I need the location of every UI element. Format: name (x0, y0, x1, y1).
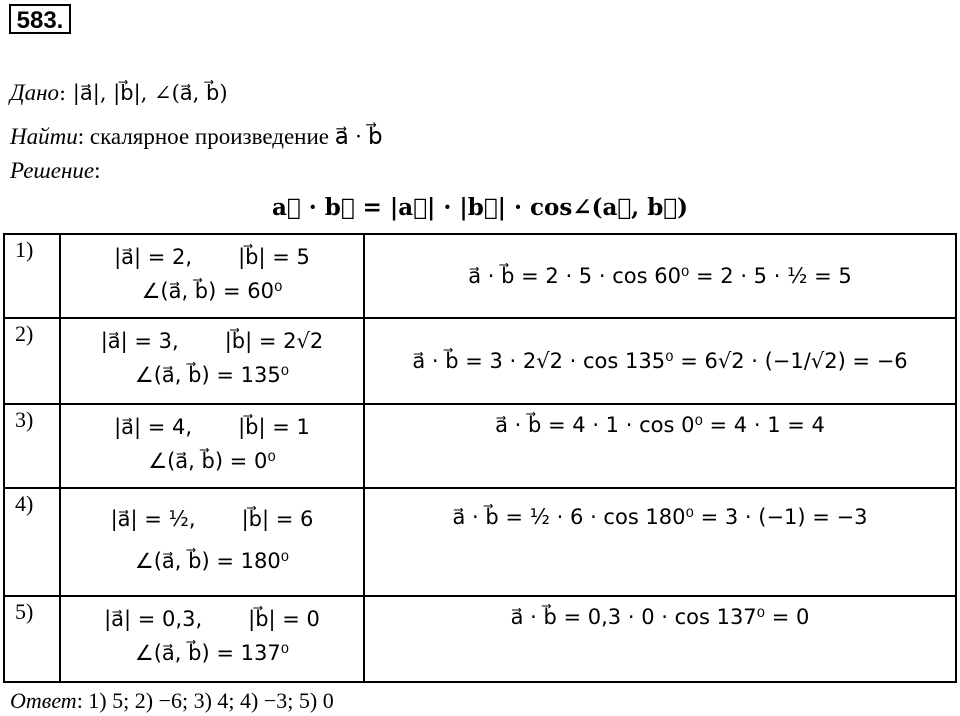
given-line (10, 80, 228, 106)
table-row (4, 596, 956, 682)
calc-text: a⃗ · b⃗ = ½ · 6 · cos 180⁰ = 3 · (−1) = −3 (452, 505, 868, 529)
b-length: |b⃗| = 6 (241, 507, 314, 531)
angle-value: ∠(a⃗, b⃗) = 135⁰ (134, 363, 290, 387)
given-text: : |a⃗|, |b⃗|, ∠(a⃗, b⃗) (59, 81, 228, 105)
angle-value: ∠(a⃗, b⃗) = 0⁰ (148, 449, 276, 473)
b-length: |b⃗| = 0 (248, 607, 320, 631)
b-length: |b⃗| = 1 (238, 415, 310, 439)
calc-text: a⃗ · b⃗ = 3 · 2√2 · cos 135⁰ = 6√2 · (−1/√2) = −6 (412, 349, 908, 373)
row-calc (364, 404, 956, 488)
a-length: |a⃗| = 0,3, (104, 607, 203, 631)
row-calc (364, 234, 956, 318)
row-given (60, 596, 364, 682)
angle-value: ∠(a⃗, b⃗) = 180⁰ (134, 549, 290, 573)
row-index: 5) (4, 596, 60, 682)
row-index: 2) (4, 318, 60, 404)
table-row (4, 488, 956, 596)
table-row (4, 318, 956, 404)
find-label: Найти (10, 124, 78, 149)
answer-text: : 1) 5; 2) −6; 3) 4; 4) −3; 5) 0 (76, 688, 334, 713)
table-row (4, 234, 956, 318)
solution-colon: : (94, 158, 101, 183)
row-index: 1) (4, 234, 60, 318)
problem-number: 583. (9, 4, 71, 34)
answer-line (10, 688, 334, 714)
angle-value: ∠(a⃗, b⃗) = 137⁰ (134, 641, 290, 665)
row-calc (364, 318, 956, 404)
main-formula: a⃗ · b⃗ = |a⃗| · |b⃗| · cos∠(a⃗, b⃗) (272, 194, 688, 221)
a-length: |a⃗| = 3, (100, 329, 179, 353)
answer-label: Ответ (10, 688, 77, 713)
a-length: |a⃗| = 4, (114, 415, 193, 439)
row-given (60, 404, 364, 488)
calc-text: a⃗ · b⃗ = 0,3 · 0 · cos 137⁰ = 0 (510, 605, 810, 629)
row-index: 4) (4, 488, 60, 596)
b-length: |b⃗| = 5 (238, 245, 310, 269)
row-given (60, 488, 364, 596)
row-given (60, 318, 364, 404)
solution-label: Решение (10, 158, 95, 183)
calc-text: a⃗ · b⃗ = 2 · 5 · cos 60⁰ = 2 · 5 · ½ = 5 (468, 264, 852, 288)
calc-text: a⃗ · b⃗ = 4 · 1 · cos 0⁰ = 4 · 1 = 4 (495, 413, 825, 437)
find-line (10, 124, 383, 150)
given-label: Дано (10, 80, 60, 105)
find-text: : скалярное произведение a⃗ · b⃗ (77, 124, 383, 149)
row-calc (364, 488, 956, 596)
solution-line (10, 158, 101, 184)
row-given (60, 234, 364, 318)
a-length: |a⃗| = ½, (110, 507, 196, 531)
row-index: 3) (4, 404, 60, 488)
row-calc (364, 596, 956, 682)
a-length: |a⃗| = 2, (114, 245, 193, 269)
solution-table (3, 233, 957, 683)
angle-value: ∠(a⃗, b⃗) = 60⁰ (141, 279, 283, 303)
b-length: |b⃗| = 2√2 (224, 329, 324, 353)
table-row (4, 404, 956, 488)
